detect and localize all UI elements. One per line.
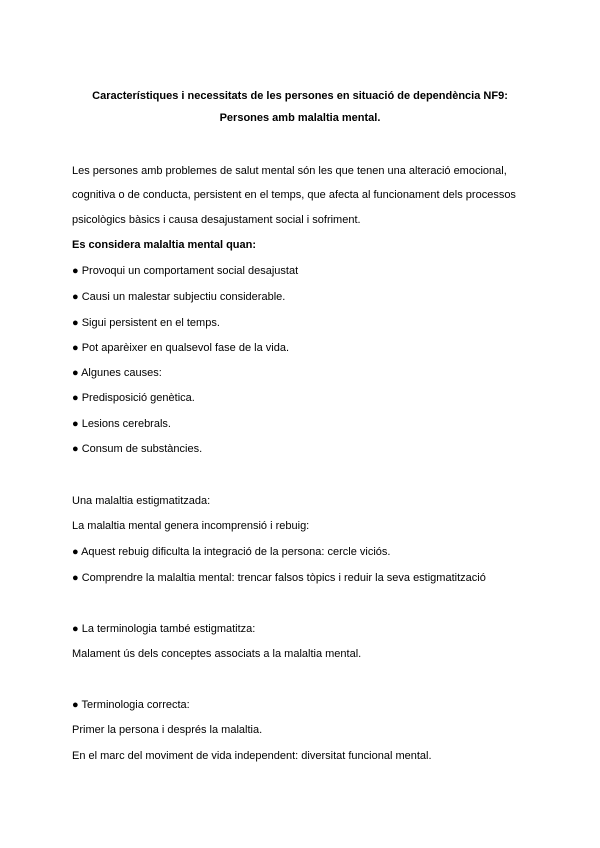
terminology-heading: ● La terminologia també estigmatitza: — [72, 623, 256, 635]
stigma-point-1: ● Aquest rebuig dificulta la integració de la persona: cercle viciós. — [72, 546, 391, 558]
stigma-intro: La malaltia mental genera incomprensió i rebuig: — [72, 520, 310, 532]
criteria-item-3: ● Sigui persistent en el temps. — [72, 317, 220, 329]
stigma-heading: Una malaltia estigmatitzada: — [72, 495, 211, 507]
criteria-item-7: ● Lesions cerebrals. — [72, 418, 171, 430]
correct-terminology-heading: ● Terminologia correcta: — [72, 699, 190, 711]
criteria-item-1: ● Provoqui un comportament social desajustat — [72, 265, 299, 277]
document-title-line-2: Persones amb malaltia mental. — [219, 112, 381, 124]
criteria-item-2: ● Causi un malestar subjectiu considerable. — [72, 291, 286, 303]
stigma-point-2: ● Comprendre la malaltia mental: trencar falsos tòpics i reduir la seva estigmatització — [72, 572, 486, 584]
intro-line-2: cognitiva o de conducta, persistent en el temps, que afecta al funcionament dels processos — [72, 189, 516, 201]
criteria-heading: Es considera malaltia mental quan: — [72, 239, 257, 251]
correct-terminology-line-2: En el marc del moviment de vida independent: diversitat funcional mental. — [72, 750, 432, 762]
criteria-item-6: ● Predisposició genètica. — [72, 392, 195, 404]
criteria-item-8: ● Consum de substàncies. — [72, 443, 203, 455]
intro-line-1: Les persones amb problemes de salut mental són les que tenen una alteració emocional, — [72, 165, 507, 177]
correct-terminology-line-1: Primer la persona i després la malaltia. — [72, 724, 263, 736]
terminology-text: Malament ús dels conceptes associats a la malaltia mental. — [72, 648, 362, 660]
intro-line-3: psicològics bàsics i causa desajustament social i sofriment. — [72, 214, 361, 226]
criteria-item-5: ● Algunes causes: — [72, 367, 162, 379]
document-title-line-1: Característiques i necessitats de les persones en situació de dependència NF9: — [92, 90, 508, 102]
criteria-item-4: ● Pot aparèixer en qualsevol fase de la vida. — [72, 342, 289, 354]
